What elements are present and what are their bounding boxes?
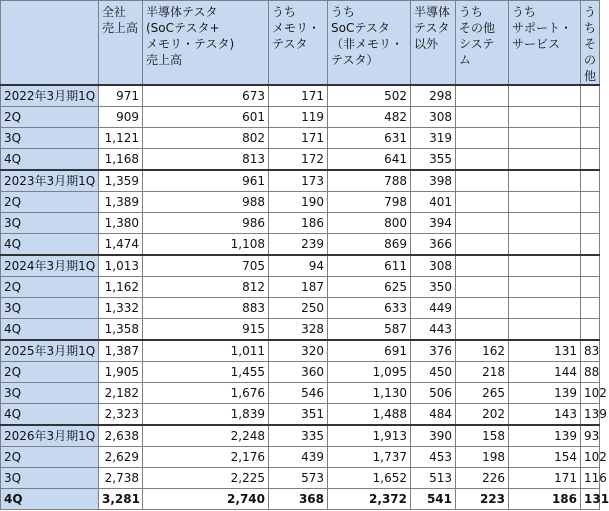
table-cell: 2,372	[328, 489, 411, 510]
table-cell: 1,676	[143, 383, 269, 404]
table-cell	[581, 149, 600, 171]
table-cell: 131	[509, 340, 581, 362]
table-cell: 1,162	[99, 277, 143, 298]
table-cell: 190	[269, 192, 328, 213]
table-cell: 1,905	[99, 362, 143, 383]
table-cell: 162	[456, 340, 509, 362]
table-cell: 94	[269, 255, 328, 277]
column-header: うち サポート・ サービス	[509, 1, 581, 86]
table-cell: 673	[143, 85, 269, 107]
table-cell: 198	[456, 447, 509, 468]
table-cell: 328	[269, 319, 328, 341]
column-header	[1, 1, 99, 86]
table-row	[1, 128, 600, 149]
table-cell: 1,095	[328, 362, 411, 383]
table-cell: 1,913	[328, 425, 411, 447]
table-cell: 265	[456, 383, 509, 404]
table-cell: 88	[581, 362, 600, 383]
table-cell: 611	[328, 255, 411, 277]
table-cell: 883	[143, 298, 269, 319]
table-cell	[456, 85, 509, 107]
row-label: 3Q	[1, 213, 99, 234]
table-cell: 1,737	[328, 447, 411, 468]
table-cell: 691	[328, 340, 411, 362]
table-cell: 308	[411, 107, 456, 128]
table-cell: 443	[411, 319, 456, 341]
table-cell: 546	[269, 383, 328, 404]
table-cell	[509, 149, 581, 171]
table-cell	[581, 107, 600, 128]
table-cell: 223	[456, 489, 509, 510]
table-row	[1, 468, 600, 489]
table-cell: 641	[328, 149, 411, 171]
column-header: うち その他 システム	[456, 1, 509, 86]
table-cell: 813	[143, 149, 269, 171]
table-cell: 1,455	[143, 362, 269, 383]
table-cell: 102	[581, 383, 600, 404]
table-cell: 1,380	[99, 213, 143, 234]
table-cell	[581, 255, 600, 277]
table-cell: 2,248	[143, 425, 269, 447]
table-row	[1, 362, 600, 383]
table-cell: 390	[411, 425, 456, 447]
column-header: うち SoCテスタ （非メモリ・ テスタ）	[328, 1, 411, 86]
table-cell: 449	[411, 298, 456, 319]
table-cell	[456, 319, 509, 341]
table-row	[1, 213, 600, 234]
table-cell: 1,168	[99, 149, 143, 171]
row-label: 4Q	[1, 404, 99, 426]
table-row	[1, 255, 600, 277]
row-label: 2023年3月期1Q	[1, 170, 99, 192]
table-cell: 131	[581, 489, 600, 510]
table-cell: 308	[411, 255, 456, 277]
table-cell: 439	[269, 447, 328, 468]
table-cell: 186	[269, 213, 328, 234]
table-row	[1, 319, 600, 341]
table-cell: 812	[143, 277, 269, 298]
table-cell: 401	[411, 192, 456, 213]
row-label: 2026年3月期1Q	[1, 425, 99, 447]
table-cell	[456, 255, 509, 277]
table-cell: 2,182	[99, 383, 143, 404]
table-cell	[509, 85, 581, 107]
table-row	[1, 425, 600, 447]
table-cell: 1,387	[99, 340, 143, 362]
table-cell	[456, 170, 509, 192]
table-cell: 453	[411, 447, 456, 468]
table-cell: 2,629	[99, 447, 143, 468]
table-cell: 1,359	[99, 170, 143, 192]
table-cell: 1,358	[99, 319, 143, 341]
table-cell: 800	[328, 213, 411, 234]
table-cell	[456, 192, 509, 213]
table-cell: 573	[269, 468, 328, 489]
table-cell	[581, 234, 600, 256]
table-cell: 971	[99, 85, 143, 107]
table-cell: 3,281	[99, 489, 143, 510]
table-row	[1, 149, 600, 171]
column-header: 半導体テスタ (SoCテスタ+ メモリ・テスタ) 売上高	[143, 1, 269, 86]
table-cell: 93	[581, 425, 600, 447]
table-cell	[456, 128, 509, 149]
table-cell	[581, 192, 600, 213]
table-row	[1, 447, 600, 468]
table-cell: 802	[143, 128, 269, 149]
table-cell: 2,176	[143, 447, 269, 468]
table-cell: 298	[411, 85, 456, 107]
table-cell: 202	[456, 404, 509, 426]
table-cell	[456, 298, 509, 319]
table-row	[1, 170, 600, 192]
row-label: 2Q	[1, 362, 99, 383]
table-cell	[581, 277, 600, 298]
table-cell: 368	[269, 489, 328, 510]
row-label: 2Q	[1, 107, 99, 128]
table-cell	[509, 170, 581, 192]
table-cell: 1,474	[99, 234, 143, 256]
table-cell: 355	[411, 149, 456, 171]
table-cell: 915	[143, 319, 269, 341]
table-cell: 102	[581, 447, 600, 468]
table-cell: 139	[509, 425, 581, 447]
table-cell	[509, 234, 581, 256]
table-row	[1, 107, 600, 128]
table-cell	[581, 85, 600, 107]
table-cell: 218	[456, 362, 509, 383]
table-row	[1, 85, 600, 107]
table-cell: 394	[411, 213, 456, 234]
table-cell: 173	[269, 170, 328, 192]
column-header: うち メモリ・ テスタ	[269, 1, 328, 86]
table-cell: 83	[581, 340, 600, 362]
table-cell: 1,108	[143, 234, 269, 256]
table-cell	[581, 298, 600, 319]
table-cell: 869	[328, 234, 411, 256]
table-cell: 541	[411, 489, 456, 510]
table-row	[1, 298, 600, 319]
table-cell: 2,638	[99, 425, 143, 447]
table-cell	[581, 128, 600, 149]
row-label: 3Q	[1, 383, 99, 404]
table-cell: 1,488	[328, 404, 411, 426]
row-label: 2024年3月期1Q	[1, 255, 99, 277]
table-cell: 625	[328, 277, 411, 298]
table-cell	[509, 107, 581, 128]
table-row	[1, 234, 600, 256]
table-cell: 502	[328, 85, 411, 107]
column-header: 半導体 テスタ 以外	[411, 1, 456, 86]
table-cell: 172	[269, 149, 328, 171]
table-cell: 633	[328, 298, 411, 319]
table-cell: 350	[411, 277, 456, 298]
row-label: 3Q	[1, 128, 99, 149]
table-cell: 961	[143, 170, 269, 192]
table-cell: 601	[143, 107, 269, 128]
table-cell: 119	[269, 107, 328, 128]
table-cell	[456, 234, 509, 256]
table-cell: 376	[411, 340, 456, 362]
table-cell	[509, 128, 581, 149]
table-cell: 2,738	[99, 468, 143, 489]
table-cell: 482	[328, 107, 411, 128]
table-cell: 158	[456, 425, 509, 447]
table-cell: 171	[509, 468, 581, 489]
table-cell: 798	[328, 192, 411, 213]
table-cell: 144	[509, 362, 581, 383]
table-cell	[581, 319, 600, 341]
row-label: 2Q	[1, 447, 99, 468]
row-label: 3Q	[1, 298, 99, 319]
table-cell: 2,323	[99, 404, 143, 426]
table-cell: 1,332	[99, 298, 143, 319]
table-cell: 116	[581, 468, 600, 489]
table-cell: 319	[411, 128, 456, 149]
table-cell: 1,652	[328, 468, 411, 489]
row-label: 4Q	[1, 489, 99, 510]
table-cell	[581, 213, 600, 234]
table-cell	[456, 213, 509, 234]
row-label: 2Q	[1, 192, 99, 213]
row-label: 2Q	[1, 277, 99, 298]
table-cell: 335	[269, 425, 328, 447]
table-row	[1, 340, 600, 362]
column-header: うち その他	[581, 1, 600, 86]
table-cell: 239	[269, 234, 328, 256]
table-cell	[509, 319, 581, 341]
table-cell: 988	[143, 192, 269, 213]
table-cell: 506	[411, 383, 456, 404]
row-label: 2022年3月期1Q	[1, 85, 99, 107]
table-row	[1, 404, 600, 426]
table-cell: 587	[328, 319, 411, 341]
table-row	[1, 192, 600, 213]
row-label: 4Q	[1, 234, 99, 256]
table-cell: 705	[143, 255, 269, 277]
table-cell: 1,013	[99, 255, 143, 277]
table-cell: 2,225	[143, 468, 269, 489]
table-cell: 154	[509, 447, 581, 468]
table-cell: 139	[509, 383, 581, 404]
table-row	[1, 489, 600, 510]
table-cell	[509, 192, 581, 213]
table-cell: 171	[269, 128, 328, 149]
table-cell: 484	[411, 404, 456, 426]
table-cell: 186	[509, 489, 581, 510]
table-cell: 788	[328, 170, 411, 192]
table-row	[1, 383, 600, 404]
table-cell: 366	[411, 234, 456, 256]
table-cell: 187	[269, 277, 328, 298]
row-label: 3Q	[1, 468, 99, 489]
table-cell: 450	[411, 362, 456, 383]
table-cell: 320	[269, 340, 328, 362]
table-cell: 513	[411, 468, 456, 489]
table-cell: 1,011	[143, 340, 269, 362]
table-cell: 986	[143, 213, 269, 234]
column-header: 全社 売上高	[99, 1, 143, 86]
header-row	[1, 1, 600, 86]
table-cell	[456, 277, 509, 298]
table-cell: 171	[269, 85, 328, 107]
table-cell: 2,740	[143, 489, 269, 510]
table-cell: 139	[581, 404, 600, 426]
table-cell	[456, 149, 509, 171]
table-cell: 1,130	[328, 383, 411, 404]
table-cell	[509, 277, 581, 298]
table-cell: 226	[456, 468, 509, 489]
table-cell: 909	[99, 107, 143, 128]
row-label: 4Q	[1, 149, 99, 171]
table-cell	[581, 170, 600, 192]
table-cell: 1,121	[99, 128, 143, 149]
row-label: 2025年3月期1Q	[1, 340, 99, 362]
table-cell	[509, 255, 581, 277]
table-cell: 250	[269, 298, 328, 319]
table-cell: 1,839	[143, 404, 269, 426]
table-cell	[456, 107, 509, 128]
table-cell	[509, 298, 581, 319]
table-row	[1, 277, 600, 298]
table-cell: 1,389	[99, 192, 143, 213]
table-cell	[509, 213, 581, 234]
table-cell: 631	[328, 128, 411, 149]
table-cell: 143	[509, 404, 581, 426]
table-body	[1, 85, 609, 510]
table-cell: 398	[411, 170, 456, 192]
table-cell: 360	[269, 362, 328, 383]
row-label: 4Q	[1, 319, 99, 341]
table-cell: 351	[269, 404, 328, 426]
